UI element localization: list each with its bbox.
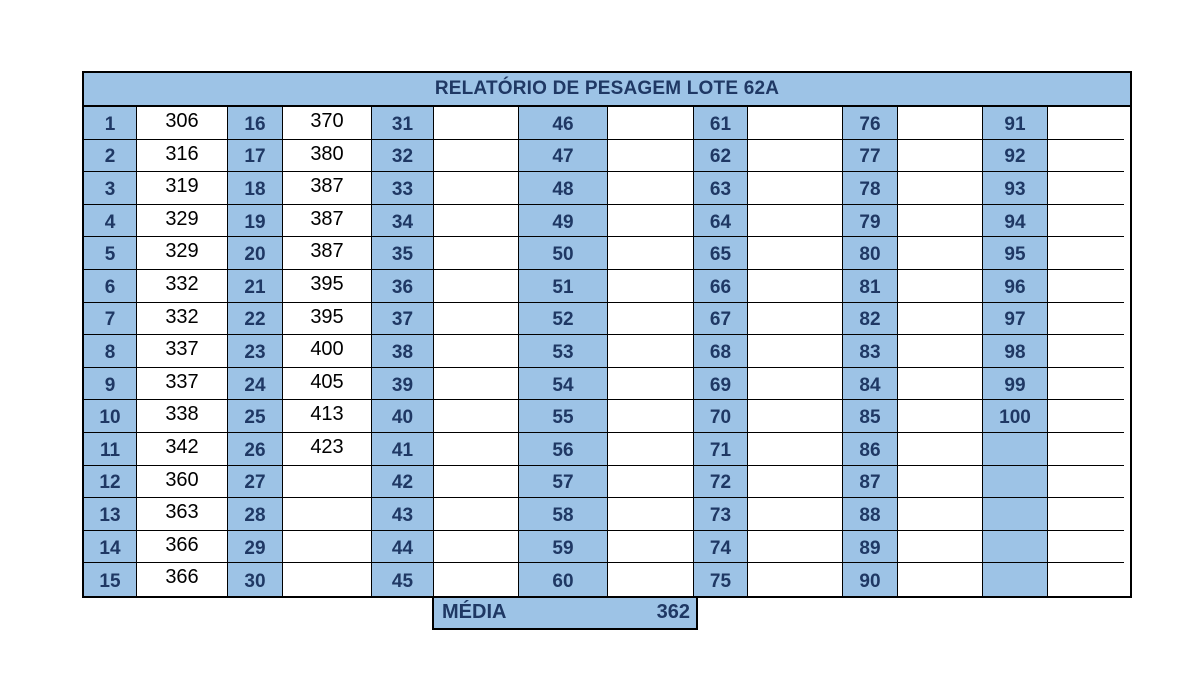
animal-number-27: 27 [228,466,283,499]
animal-number-86: 86 [843,433,898,466]
animal-number-30: 30 [228,563,283,596]
weight-cell-11: 342 [137,433,228,466]
animal-number-3: 3 [84,172,137,205]
animal-number-73: 73 [694,498,748,531]
empty-weight-cell [1048,433,1124,466]
animal-number-2: 2 [84,140,137,173]
animal-number-88: 88 [843,498,898,531]
weight-cell-98 [1048,335,1124,368]
weight-cell-99 [1048,368,1124,401]
weight-cell-34 [434,205,519,238]
weight-cell-81 [898,270,983,303]
animal-number-89: 89 [843,531,898,564]
weight-cell-71 [748,433,843,466]
animal-number-99: 99 [983,368,1048,401]
weight-cell-56 [608,433,694,466]
weight-cell-50 [608,237,694,270]
animal-number-51: 51 [519,270,608,303]
weight-cell-89 [898,531,983,564]
animal-number-6: 6 [84,270,137,303]
weight-cell-92 [1048,140,1124,173]
average-label: MÉDIA [442,600,507,623]
weight-cell-14: 366 [137,531,228,564]
weight-cell-59 [608,531,694,564]
weight-cell-80 [898,237,983,270]
weight-cell-82 [898,303,983,336]
weight-cell-85 [898,400,983,433]
weight-cell-46 [608,107,694,140]
weight-cell-29 [283,531,372,564]
animal-number-36: 36 [372,270,434,303]
animal-number-31: 31 [372,107,434,140]
weight-cell-27 [283,466,372,499]
weight-cell-94 [1048,205,1124,238]
animal-number-42: 42 [372,466,434,499]
animal-number-98: 98 [983,335,1048,368]
empty-number-cell [983,563,1048,596]
empty-number-cell [983,466,1048,499]
animal-number-11: 11 [84,433,137,466]
weight-cell-69 [748,368,843,401]
weight-cell-77 [898,140,983,173]
animal-number-10: 10 [84,400,137,433]
animal-number-25: 25 [228,400,283,433]
animal-number-83: 83 [843,335,898,368]
weight-cell-78 [898,172,983,205]
weight-cell-74 [748,531,843,564]
animal-number-94: 94 [983,205,1048,238]
weight-cell-8: 337 [137,335,228,368]
animal-number-32: 32 [372,140,434,173]
animal-number-68: 68 [694,335,748,368]
empty-weight-cell [1048,531,1124,564]
weight-cell-19: 387 [283,205,372,238]
animal-number-40: 40 [372,400,434,433]
weight-cell-42 [434,466,519,499]
weight-cell-47 [608,140,694,173]
animal-number-81: 81 [843,270,898,303]
weight-cell-13: 363 [137,498,228,531]
animal-number-43: 43 [372,498,434,531]
animal-number-8: 8 [84,335,137,368]
weight-cell-49 [608,205,694,238]
weight-cell-9: 337 [137,368,228,401]
weight-cell-76 [898,107,983,140]
weight-cell-21: 395 [283,270,372,303]
weight-cell-73 [748,498,843,531]
weight-cell-87 [898,466,983,499]
animal-number-37: 37 [372,303,434,336]
animal-number-20: 20 [228,237,283,270]
weight-cell-57 [608,466,694,499]
weight-cell-68 [748,335,843,368]
weight-cell-90 [898,563,983,596]
animal-number-12: 12 [84,466,137,499]
animal-number-45: 45 [372,563,434,596]
animal-number-71: 71 [694,433,748,466]
animal-number-47: 47 [519,140,608,173]
weighing-report-table [82,71,1132,598]
weight-cell-16: 370 [283,107,372,140]
weight-cell-51 [608,270,694,303]
animal-number-1: 1 [84,107,137,140]
animal-number-61: 61 [694,107,748,140]
weight-cell-52 [608,303,694,336]
animal-number-4: 4 [84,205,137,238]
weight-cell-36 [434,270,519,303]
weight-cell-95 [1048,237,1124,270]
animal-number-79: 79 [843,205,898,238]
weight-cell-45 [434,563,519,596]
weight-cell-40 [434,400,519,433]
animal-number-53: 53 [519,335,608,368]
animal-number-80: 80 [843,237,898,270]
average-value: 362 [656,600,690,623]
average-summary [432,596,698,630]
animal-number-48: 48 [519,172,608,205]
animal-number-7: 7 [84,303,137,336]
animal-number-24: 24 [228,368,283,401]
weight-cell-15: 366 [137,563,228,596]
weight-cell-64 [748,205,843,238]
weight-cell-44 [434,531,519,564]
animal-number-92: 92 [983,140,1048,173]
animal-number-78: 78 [843,172,898,205]
animal-number-87: 87 [843,466,898,499]
weight-cell-28 [283,498,372,531]
animal-number-13: 13 [84,498,137,531]
animal-number-60: 60 [519,563,608,596]
weight-cell-60 [608,563,694,596]
weight-cell-84 [898,368,983,401]
weight-cell-10: 338 [137,400,228,433]
weight-cell-79 [898,205,983,238]
empty-weight-cell [1048,466,1124,499]
weight-cell-55 [608,400,694,433]
animal-number-77: 77 [843,140,898,173]
weight-cell-53 [608,335,694,368]
weight-cell-5: 329 [137,237,228,270]
weight-cell-65 [748,237,843,270]
weight-cell-18: 387 [283,172,372,205]
weight-cell-37 [434,303,519,336]
weight-cell-75 [748,563,843,596]
animal-number-33: 33 [372,172,434,205]
weight-cell-4: 329 [137,205,228,238]
animal-number-28: 28 [228,498,283,531]
animal-number-58: 58 [519,498,608,531]
animal-number-29: 29 [228,531,283,564]
weight-cell-72 [748,466,843,499]
animal-number-49: 49 [519,205,608,238]
animal-number-35: 35 [372,237,434,270]
animal-number-56: 56 [519,433,608,466]
animal-number-34: 34 [372,205,434,238]
weight-cell-20: 387 [283,237,372,270]
weight-cell-33 [434,172,519,205]
animal-number-63: 63 [694,172,748,205]
animal-number-100: 100 [983,400,1048,433]
weight-cell-30 [283,563,372,596]
animal-number-21: 21 [228,270,283,303]
animal-number-18: 18 [228,172,283,205]
empty-number-cell [983,433,1048,466]
weight-cell-17: 380 [283,140,372,173]
weight-cell-86 [898,433,983,466]
weight-cell-39 [434,368,519,401]
animal-number-39: 39 [372,368,434,401]
animal-number-41: 41 [372,433,434,466]
animal-number-19: 19 [228,205,283,238]
animal-number-38: 38 [372,335,434,368]
animal-number-74: 74 [694,531,748,564]
weight-cell-24: 405 [283,368,372,401]
weight-cell-96 [1048,270,1124,303]
weight-cell-35 [434,237,519,270]
animal-number-97: 97 [983,303,1048,336]
animal-number-46: 46 [519,107,608,140]
animal-number-84: 84 [843,368,898,401]
weight-cell-58 [608,498,694,531]
weight-cell-41 [434,433,519,466]
animal-number-70: 70 [694,400,748,433]
animal-number-57: 57 [519,466,608,499]
animal-number-5: 5 [84,237,137,270]
animal-number-67: 67 [694,303,748,336]
animal-number-22: 22 [228,303,283,336]
weight-cell-63 [748,172,843,205]
weight-cell-83 [898,335,983,368]
animal-number-82: 82 [843,303,898,336]
animal-number-59: 59 [519,531,608,564]
animal-number-66: 66 [694,270,748,303]
empty-weight-cell [1048,498,1124,531]
weight-cell-6: 332 [137,270,228,303]
weight-cell-43 [434,498,519,531]
weight-cell-62 [748,140,843,173]
animal-number-95: 95 [983,237,1048,270]
animal-number-91: 91 [983,107,1048,140]
animal-number-62: 62 [694,140,748,173]
weight-cell-97 [1048,303,1124,336]
weight-cell-32 [434,140,519,173]
animal-number-65: 65 [694,237,748,270]
animal-number-9: 9 [84,368,137,401]
animal-number-69: 69 [694,368,748,401]
empty-number-cell [983,498,1048,531]
animal-number-50: 50 [519,237,608,270]
weight-cell-1: 306 [137,107,228,140]
animal-number-55: 55 [519,400,608,433]
animal-number-72: 72 [694,466,748,499]
animal-number-90: 90 [843,563,898,596]
animal-number-14: 14 [84,531,137,564]
weight-cell-70 [748,400,843,433]
animal-number-96: 96 [983,270,1048,303]
weight-cell-22: 395 [283,303,372,336]
weight-cell-2: 316 [137,140,228,173]
weight-cell-7: 332 [137,303,228,336]
animal-number-16: 16 [228,107,283,140]
weight-cell-54 [608,368,694,401]
animal-number-23: 23 [228,335,283,368]
animal-number-93: 93 [983,172,1048,205]
empty-weight-cell [1048,563,1124,596]
animal-number-44: 44 [372,531,434,564]
weights-grid [84,107,1130,596]
weight-cell-67 [748,303,843,336]
animal-number-85: 85 [843,400,898,433]
weight-cell-12: 360 [137,466,228,499]
weight-cell-66 [748,270,843,303]
weight-cell-61 [748,107,843,140]
weight-cell-3: 319 [137,172,228,205]
weight-cell-26: 423 [283,433,372,466]
weight-cell-31 [434,107,519,140]
weight-cell-88 [898,498,983,531]
weight-cell-100 [1048,400,1124,433]
weight-cell-93 [1048,172,1124,205]
animal-number-76: 76 [843,107,898,140]
weight-cell-23: 400 [283,335,372,368]
animal-number-52: 52 [519,303,608,336]
weight-cell-91 [1048,107,1124,140]
animal-number-54: 54 [519,368,608,401]
animal-number-26: 26 [228,433,283,466]
animal-number-17: 17 [228,140,283,173]
report-title: RELATÓRIO DE PESAGEM LOTE 62A [84,73,1130,107]
weight-cell-25: 413 [283,400,372,433]
animal-number-64: 64 [694,205,748,238]
animal-number-75: 75 [694,563,748,596]
weight-cell-48 [608,172,694,205]
animal-number-15: 15 [84,563,137,596]
empty-number-cell [983,531,1048,564]
weight-cell-38 [434,335,519,368]
